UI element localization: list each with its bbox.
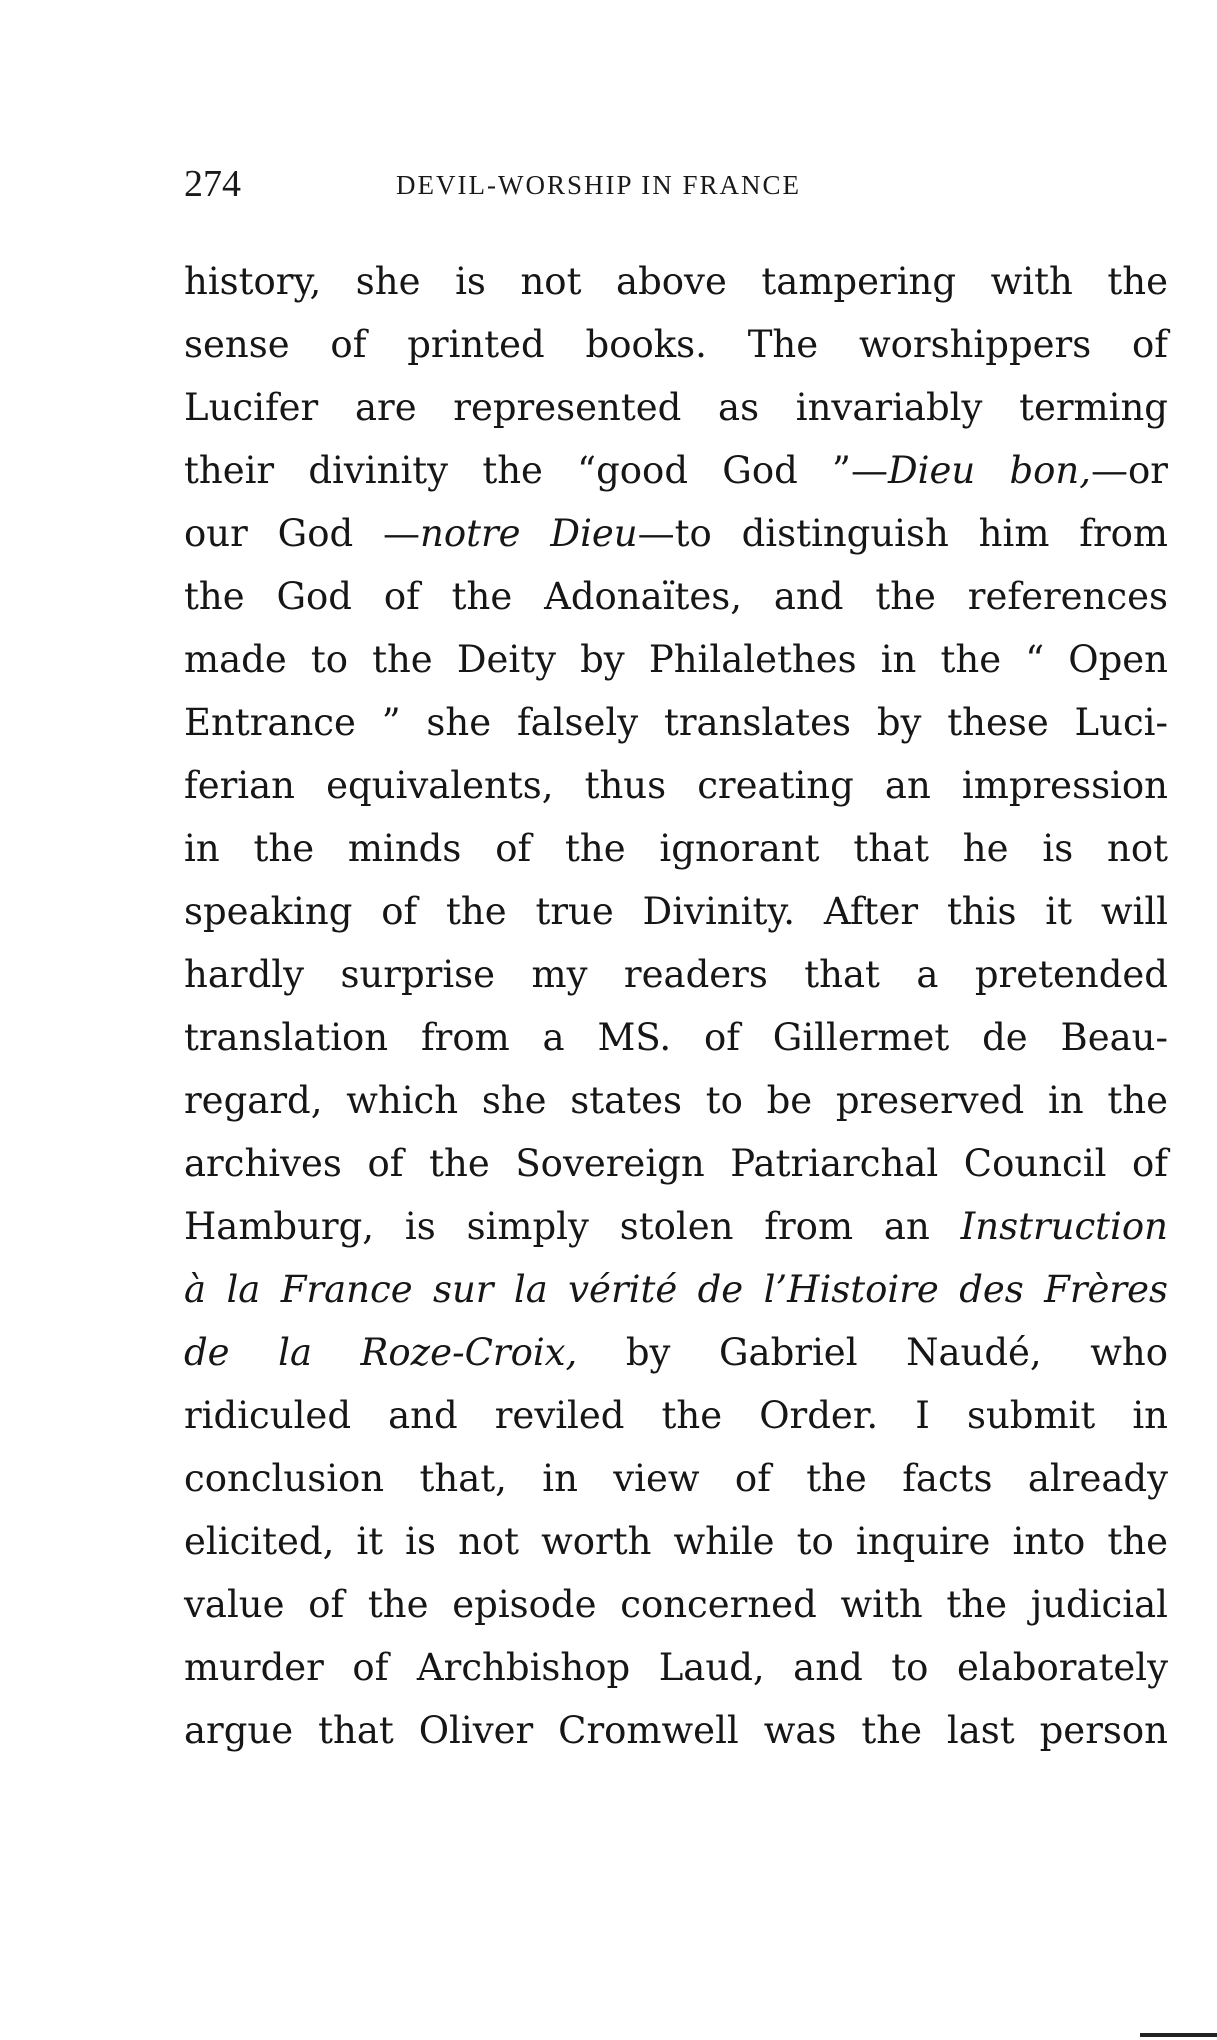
text-line: translation from a MS. of Gillermet de Beau- (184, 1016, 1168, 1059)
page-header (184, 162, 1168, 212)
text-line: the God of the Adonaïtes, and the references (184, 575, 1168, 618)
text-line: à la France sur la vérité de l’Histoire des Frères (184, 1268, 1168, 1311)
text-line: history, she is not above tampering with the (184, 260, 1168, 303)
text-line: value of the episode concerned with the judicial (184, 1583, 1168, 1626)
page-edge-rule (1140, 2033, 1217, 2037)
text-line: their divinity the “good God ”—Dieu bon,—or (184, 449, 1168, 492)
text-line: our God —notre Dieu—to distinguish him from (184, 512, 1168, 555)
text-line: argue that Oliver Cromwell was the last person (184, 1709, 1168, 1752)
text-line: speaking of the true Divinity. After this it will (184, 890, 1168, 933)
text-line: sense of printed books. The worshippers of (184, 323, 1168, 366)
text-line: ridiculed and reviled the Order. I submit in (184, 1394, 1168, 1437)
text-line: made to the Deity by Philalethes in the “ Open (184, 638, 1168, 681)
body-text (184, 250, 1168, 1762)
text-line: archives of the Sovereign Patriarchal Council of (184, 1142, 1168, 1185)
text-line: in the minds of the ignorant that he is not (184, 827, 1168, 870)
text-line: conclusion that, in view of the facts already (184, 1457, 1168, 1500)
text-line: regard, which she states to be preserved in the (184, 1079, 1168, 1122)
text-line: Lucifer are represented as invariably terming (184, 386, 1168, 429)
text-line: Hamburg, is simply stolen from an Instruction (184, 1205, 1168, 1248)
text-line: Entrance ” she falsely translates by these Luci- (184, 701, 1168, 744)
text-line: ferian equivalents, thus creating an impression (184, 764, 1168, 807)
text-line: elicited, it is not worth while to inquire into the (184, 1520, 1168, 1563)
text-line: murder of Archbishop Laud, and to elaborately (184, 1646, 1168, 1689)
text-line: de la Roze-Croix, by Gabriel Naudé, who (184, 1331, 1168, 1374)
running-title: DEVIL-WORSHIP IN FRANCE (396, 170, 801, 200)
text-line: hardly surprise my readers that a pretended (184, 953, 1168, 996)
page-number: 274 (184, 163, 241, 205)
